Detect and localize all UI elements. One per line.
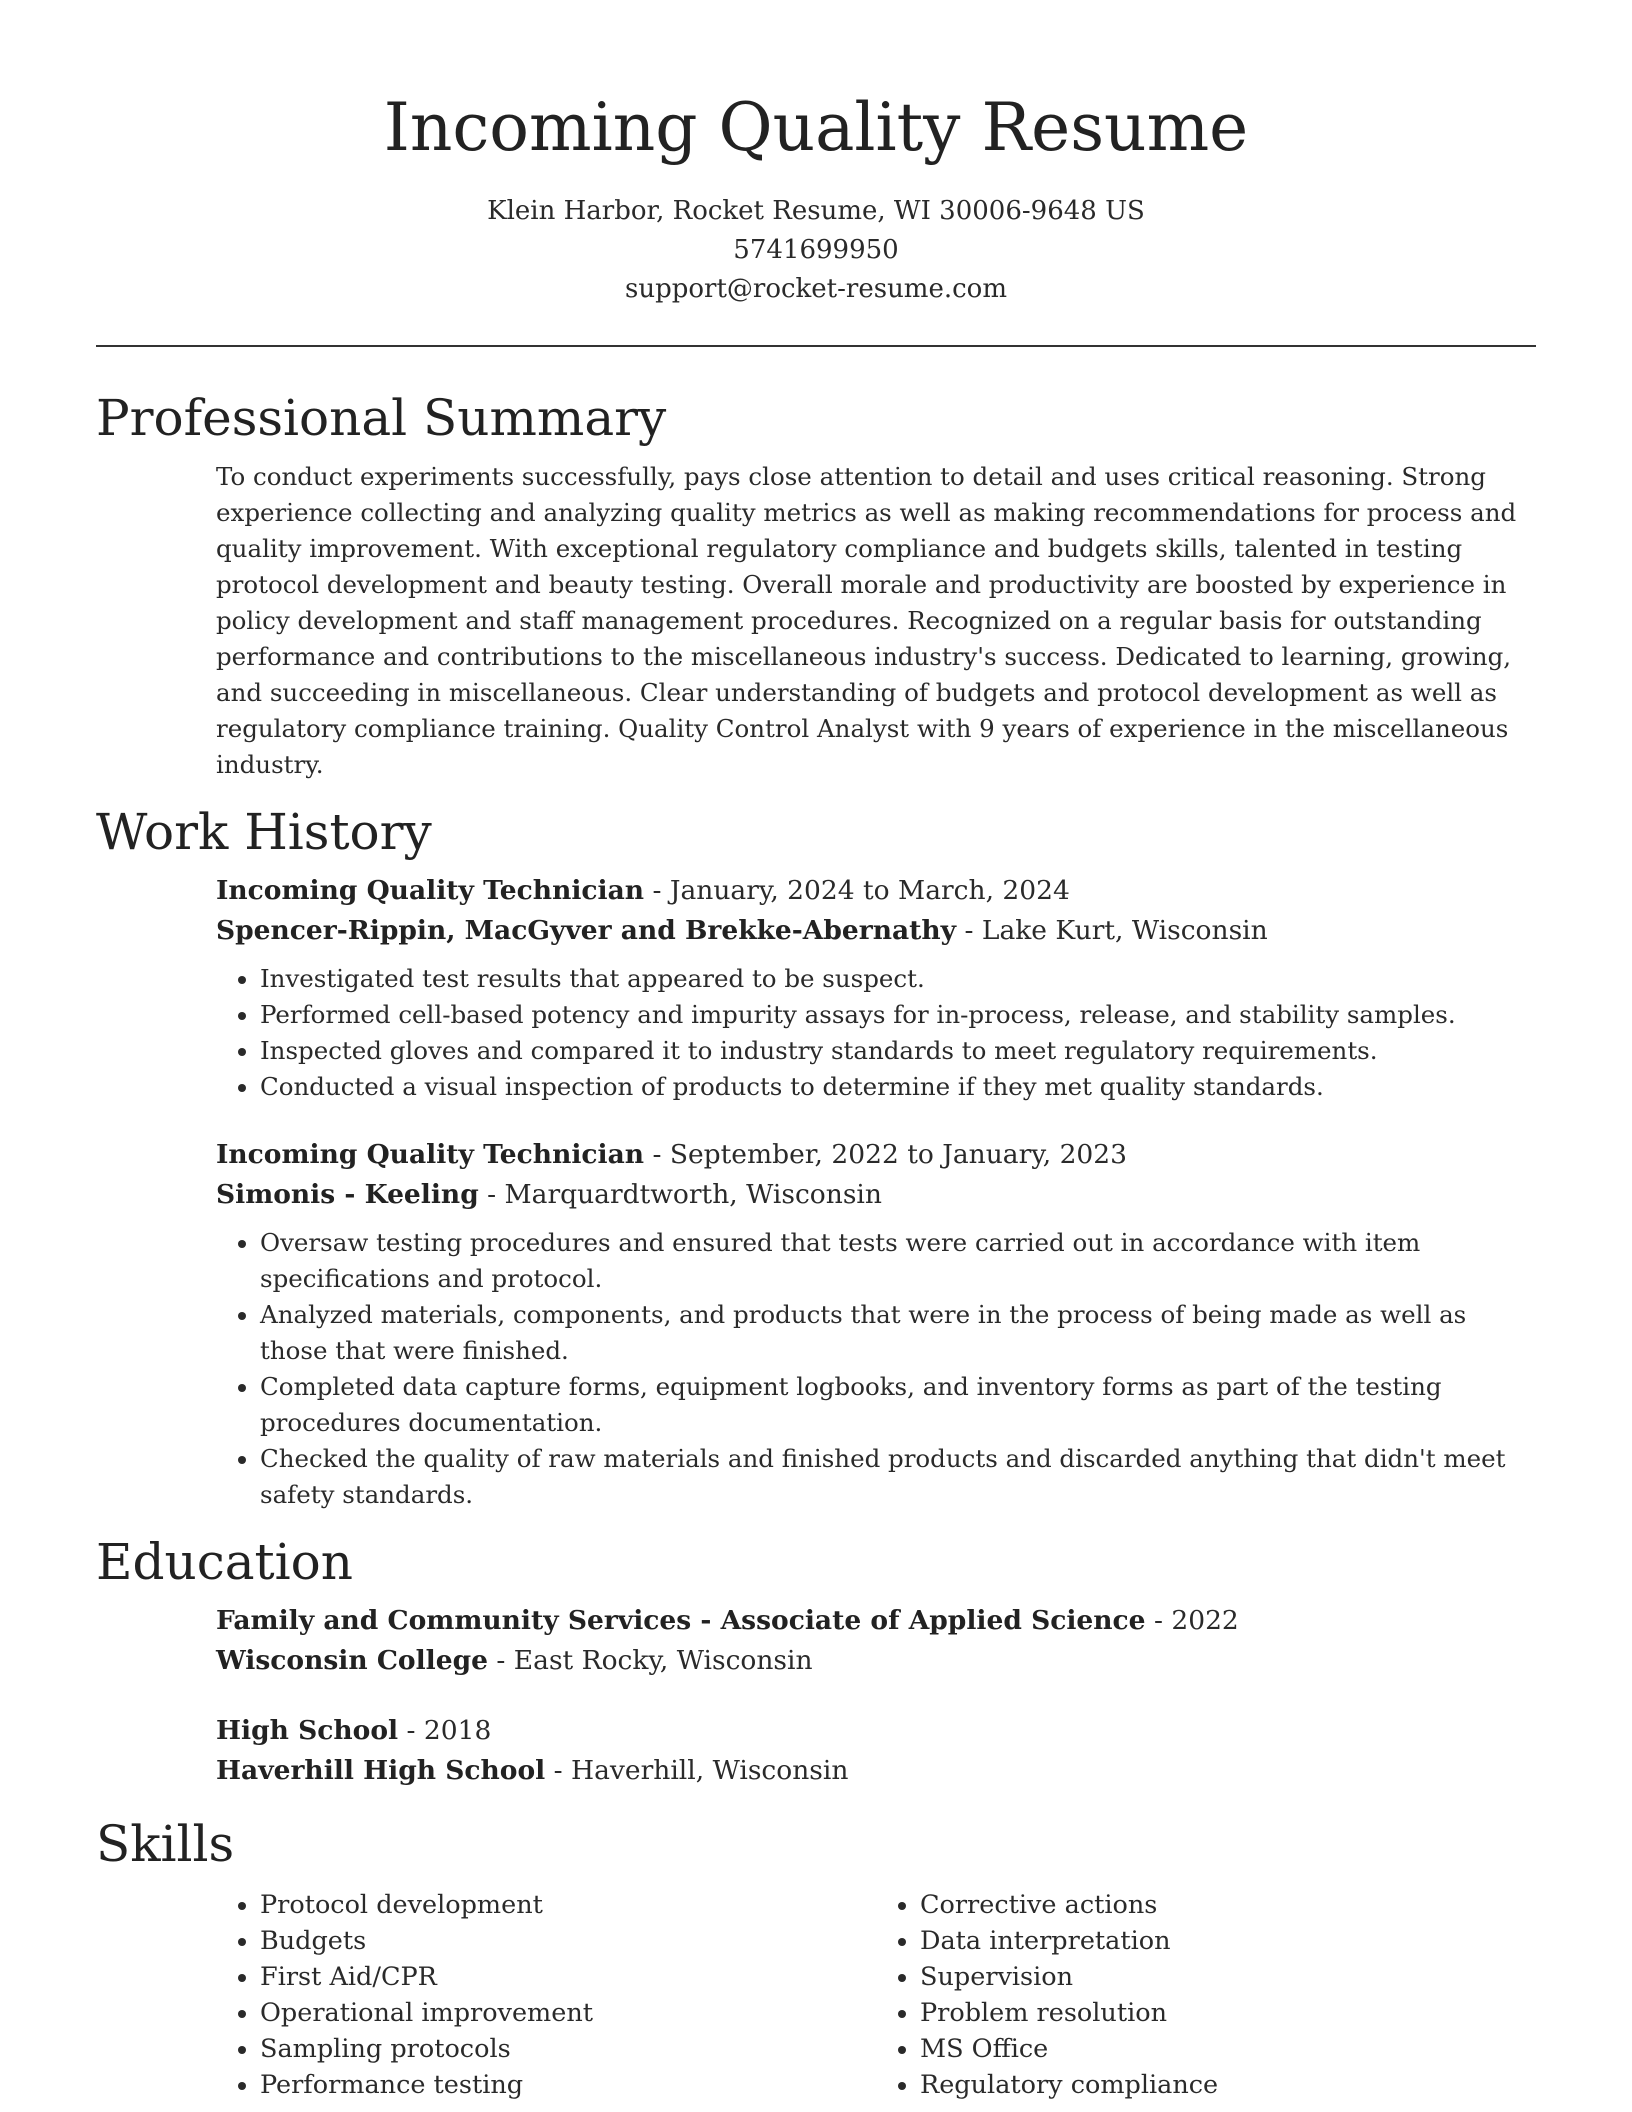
education-school-line — [216, 1751, 1536, 1791]
job-role: Incoming Quality Technician — [216, 875, 645, 906]
skill-item: • Supervision — [920, 1959, 1536, 1995]
list-item: • Conducted a visual inspection of products to determine if they met quality standards. — [260, 1069, 1536, 1105]
skill-item: • MS Office — [920, 2031, 1536, 2067]
skill-item: • First Aid/CPR — [260, 1959, 876, 1995]
list-item: • Inspected gloves and compared it to industry standards to meet regulatory requirements. — [260, 1033, 1536, 1069]
job-company: Simonis - Keeling — [216, 1179, 479, 1210]
job-company: Spencer-Rippin, MacGyver and Brekke-Abernathy — [216, 915, 957, 946]
skills-heading: Skills — [96, 1815, 235, 1873]
education-year: - 2018 — [398, 1715, 492, 1746]
list-item: • Performed cell-based potency and impurity assays for in-process, release, and stability samples. — [260, 997, 1536, 1033]
education-school-line — [216, 1641, 1536, 1681]
skills-list-left — [216, 1887, 876, 2103]
list-item: • Analyzed materials, components, and products that were in the process of being made as well as those that were finished. — [260, 1297, 1536, 1369]
skill-item: • Regulatory compliance — [920, 2067, 1536, 2103]
job-duties-list — [216, 1225, 1536, 1513]
contact-phone: 5741699950 — [733, 235, 899, 265]
contact-block — [96, 192, 1536, 309]
job-location: - Marquardtworth, Wisconsin — [478, 1179, 882, 1210]
skills-columns — [96, 1879, 1536, 2103]
skill-item: • Problem resolution — [920, 1995, 1536, 2031]
education-location: - Haverhill, Wisconsin — [545, 1755, 849, 1786]
skills-section — [96, 1809, 1536, 2103]
contact-email: support@rocket-resume.com — [624, 274, 1007, 304]
resume-title: Incoming Quality Resume — [383, 89, 1249, 166]
education-degree-line — [216, 1711, 1536, 1751]
resume-header — [96, 0, 1536, 309]
education-section — [96, 1527, 1536, 1791]
education-entry — [216, 1601, 1536, 1681]
job-title-line — [216, 871, 1536, 911]
summary-text: To conduct experiments successfully, pays close attention to detail and uses critical reasoning. Strong experience collecting and analyzing quality metrics as well as making recommendations for process and quality improvement. With exceptional regulatory compliance and budgets skills, talented in testing protocol development and beauty testing. Overall morale and productivity are boosted by experience in policy development and staff management procedures. Recognized on a regular basis for outstanding performance and contributions to the miscellaneous industry's success. Dedicated to learning, growing, and succeeding in miscellaneous. Clear understanding of budgets and protocol development as well as regulatory compliance training. Quality Control Analyst with 9 years of experience in the miscellaneous industry. — [216, 462, 1517, 779]
contact-address: Klein Harbor, Rocket Resume, WI 30006-9648 US — [487, 196, 1145, 226]
skill-item: • Protocol development — [260, 1887, 876, 1923]
education-degree: High School — [216, 1715, 399, 1746]
summary-section — [96, 383, 1536, 783]
header-divider — [96, 345, 1536, 347]
education-heading: Education — [96, 1533, 353, 1591]
job-role: Incoming Quality Technician — [216, 1139, 645, 1170]
list-item: • Checked the quality of raw materials and finished products and discarded anything that didn't meet safety standards. — [260, 1441, 1536, 1513]
job-company-line — [216, 911, 1536, 951]
skill-item: • Sampling protocols — [260, 2031, 876, 2067]
work-history-heading: Work History — [96, 803, 432, 861]
skill-item: • Corrective actions — [920, 1887, 1536, 1923]
education-location: - East Rocky, Wisconsin — [488, 1645, 813, 1676]
skills-list-right — [876, 1887, 1536, 2103]
job-company-line — [216, 1175, 1536, 1215]
skill-item: • Performance testing — [260, 2067, 876, 2103]
education-year: - 2022 — [1145, 1605, 1239, 1636]
skill-item: • Data interpretation — [920, 1923, 1536, 1959]
list-item: • Investigated test results that appeared to be suspect. — [260, 961, 1536, 997]
education-entry — [216, 1711, 1536, 1791]
list-item: • Completed data capture forms, equipment logbooks, and inventory forms as part of the testing procedures documentation. — [260, 1369, 1536, 1441]
work-history-section — [96, 797, 1536, 1513]
education-school: Haverhill High School — [216, 1755, 546, 1786]
skill-item: • Operational improvement — [260, 1995, 876, 2031]
education-school: Wisconsin College — [216, 1645, 488, 1676]
job-title-line — [216, 1135, 1536, 1175]
job-duties-list — [216, 961, 1536, 1105]
list-item: • Oversaw testing procedures and ensured that tests were carried out in accordance with item specifications and protocol. — [260, 1225, 1536, 1297]
job-dates: - September, 2022 to January, 2023 — [644, 1139, 1128, 1170]
education-degree: Family and Community Services - Associate of Applied Science — [216, 1605, 1146, 1636]
job-entry — [216, 871, 1536, 1105]
resume-page — [96, 0, 1536, 2103]
education-degree-line — [216, 1601, 1536, 1641]
summary-heading: Professional Summary — [96, 389, 667, 447]
job-location: - Lake Kurt, Wisconsin — [956, 915, 1268, 946]
skill-item: • Budgets — [260, 1923, 876, 1959]
job-entry — [216, 1135, 1536, 1513]
job-dates: - January, 2024 to March, 2024 — [644, 875, 1070, 906]
